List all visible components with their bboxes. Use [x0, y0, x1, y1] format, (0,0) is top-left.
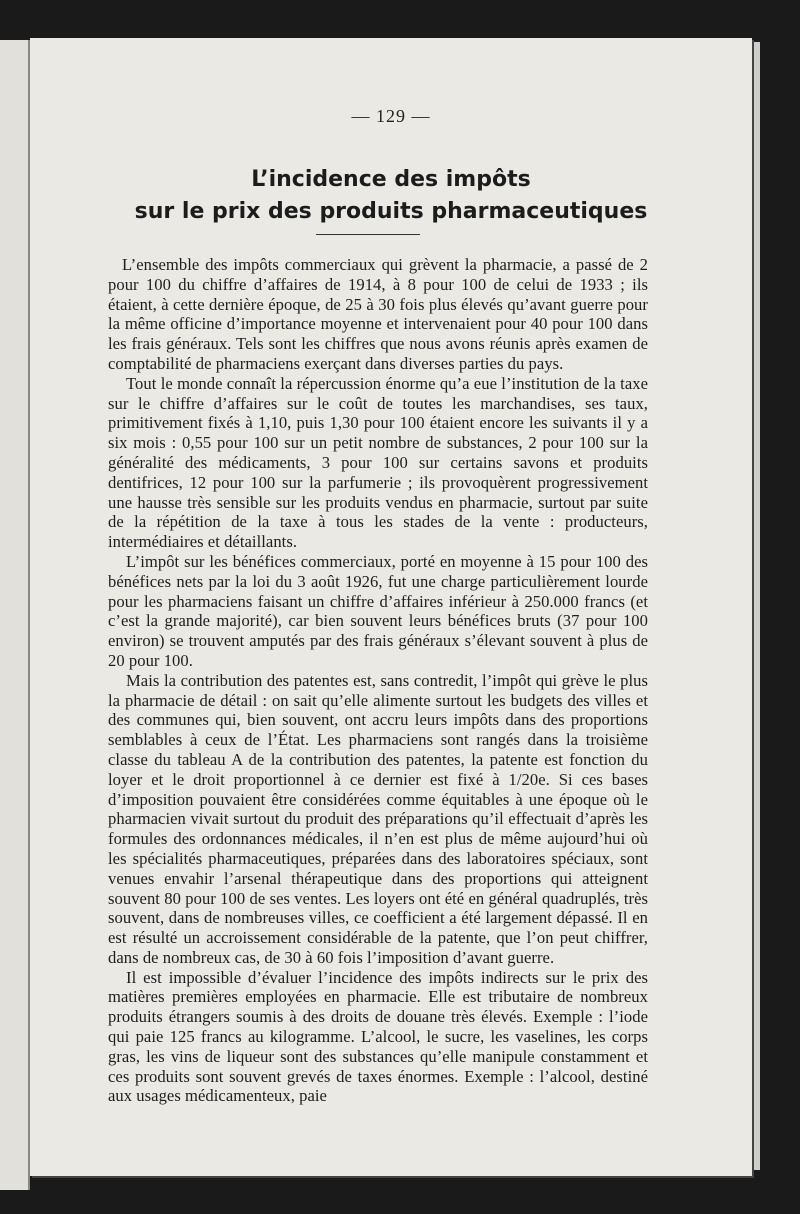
- title-line-1: L’incidence des impôts: [251, 167, 531, 192]
- article-title: [30, 164, 752, 228]
- page-number: — 129 —: [351, 106, 431, 126]
- paragraph-5: Il est impossible d’évaluer l’incidence des impôts indirects sur le prix des matières premières employées en pharmacie. Elle est tributaire de nombreux produits étrangers soumis à des droits de douane très élevés. Exemple : l’iode qui paie 125 francs au kilogramme. L’alcool, le sucre, les vaselines, les corps gras, les vins de liqueur sont des substances qu’elle manipule constamment et ces produits sont souvent grevés de taxes énormes. Exemple : l’alcool, destiné aux usages médicamenteux, paie: [108, 967, 648, 1106]
- facing-page-edge: [0, 40, 30, 1190]
- page-edge: [752, 42, 760, 1170]
- title-divider: [316, 234, 420, 235]
- paragraph-4: Mais la contribution des patentes est, sans contredit, l’impôt qui grève le plus la pharmacie de détail : on sait qu’elle alimente surtout les budgets des villes et des communes qui, bien souvent, ont accru leurs impôts dans des proportions semblables à ceux de l’État. Les pharmaciens sont rangés dans la troisième classe du tableau A de la contribution des patentes, la patente est fonction du loyer et le droit proportionnel à ce dernier est fixé à 1/20e. Si ces bases d’imposition pouvaient être considérées comme équitables à une époque où le pharmacien vivait surtout du produit des préparations qu’il effectuait d’après les formules des ordonnances médicales, il n’en est plus de même aujourd’hui où les spécialités pharmaceutiques, préparées dans des laboratoires spéciaux, sont venues envahir l’arsenal thérapeutique dans des proportions qui atteignent souvent 80 pour 100 de ses ventes. Les loyers ont été en général quadruplés, très souvent, dans de nombreuses villes, ce coefficient a été largement dépassé. Il en est résulté un accroissement considérable de la patente, que l’on peut chiffrer, dans de nombreux cas, de 30 à 60 fois l’imposition d’avant guerre.: [108, 670, 648, 967]
- paragraph-3: L’impôt sur les bénéfices commerciaux, porté en moyenne à 15 pour 100 des bénéfices nets par la loi du 3 août 1926, fut une charge particulièrement lourde pour les pharmaciens faisant un chiffre d’affaires inférieur à 250.000 francs (et c’est la grande majorité), car bien souvent leurs bénéfices bruts (37 pour 100 environ) se trouvent amputés par des frais généraux s’élevant souvent à plus de 20 pour 100.: [108, 551, 648, 670]
- article-body: [108, 255, 648, 1106]
- paragraph-1: L’ensemble des impôts commerciaux qui grèvent la pharmacie, a passé de 2 pour 100 du chiffre d’affaires de 1914, à 8 pour 100 de celui de 1933 ; ils étaient, à cette dernière époque, de 25 à 30 fois plus élevés qu’avant guerre pour la même officine d’importance moyenne et intervenaient pour 40 pour 100 dans les frais généraux. Tels sont les chiffres que nous avons réunis après examen de comptabilité de pharmaciens exerçant dans diverses parties du pays.: [108, 255, 648, 373]
- paragraph-2: Tout le monde connaît la répercussion énorme qu’a eue l’institution de la taxe sur le chiffre d’affaires sur le coût de toutes les marchandises, ses taux, primitivement fixés à 1,10, puis 1,30 pour 100 étaient encore les suivants il y a six mois : 0,55 pour 100 sur un petit nombre de substances, 2 pour 100 sur la généralité des médicaments, 3 pour 100 sur certains savons et produits dentifrices, 12 pour 100 sur la parfumerie ; ils provoquèrent progressivement une hausse très sensible sur les produits vendus en pharmacie, surtout par suite de la répétition de la taxe à tous les stades de la vente : producteurs, intermédiaires et détaillants.: [108, 373, 648, 552]
- title-line-2: sur le prix des produits pharmaceutiques: [134, 199, 648, 224]
- book-page: [30, 38, 752, 1176]
